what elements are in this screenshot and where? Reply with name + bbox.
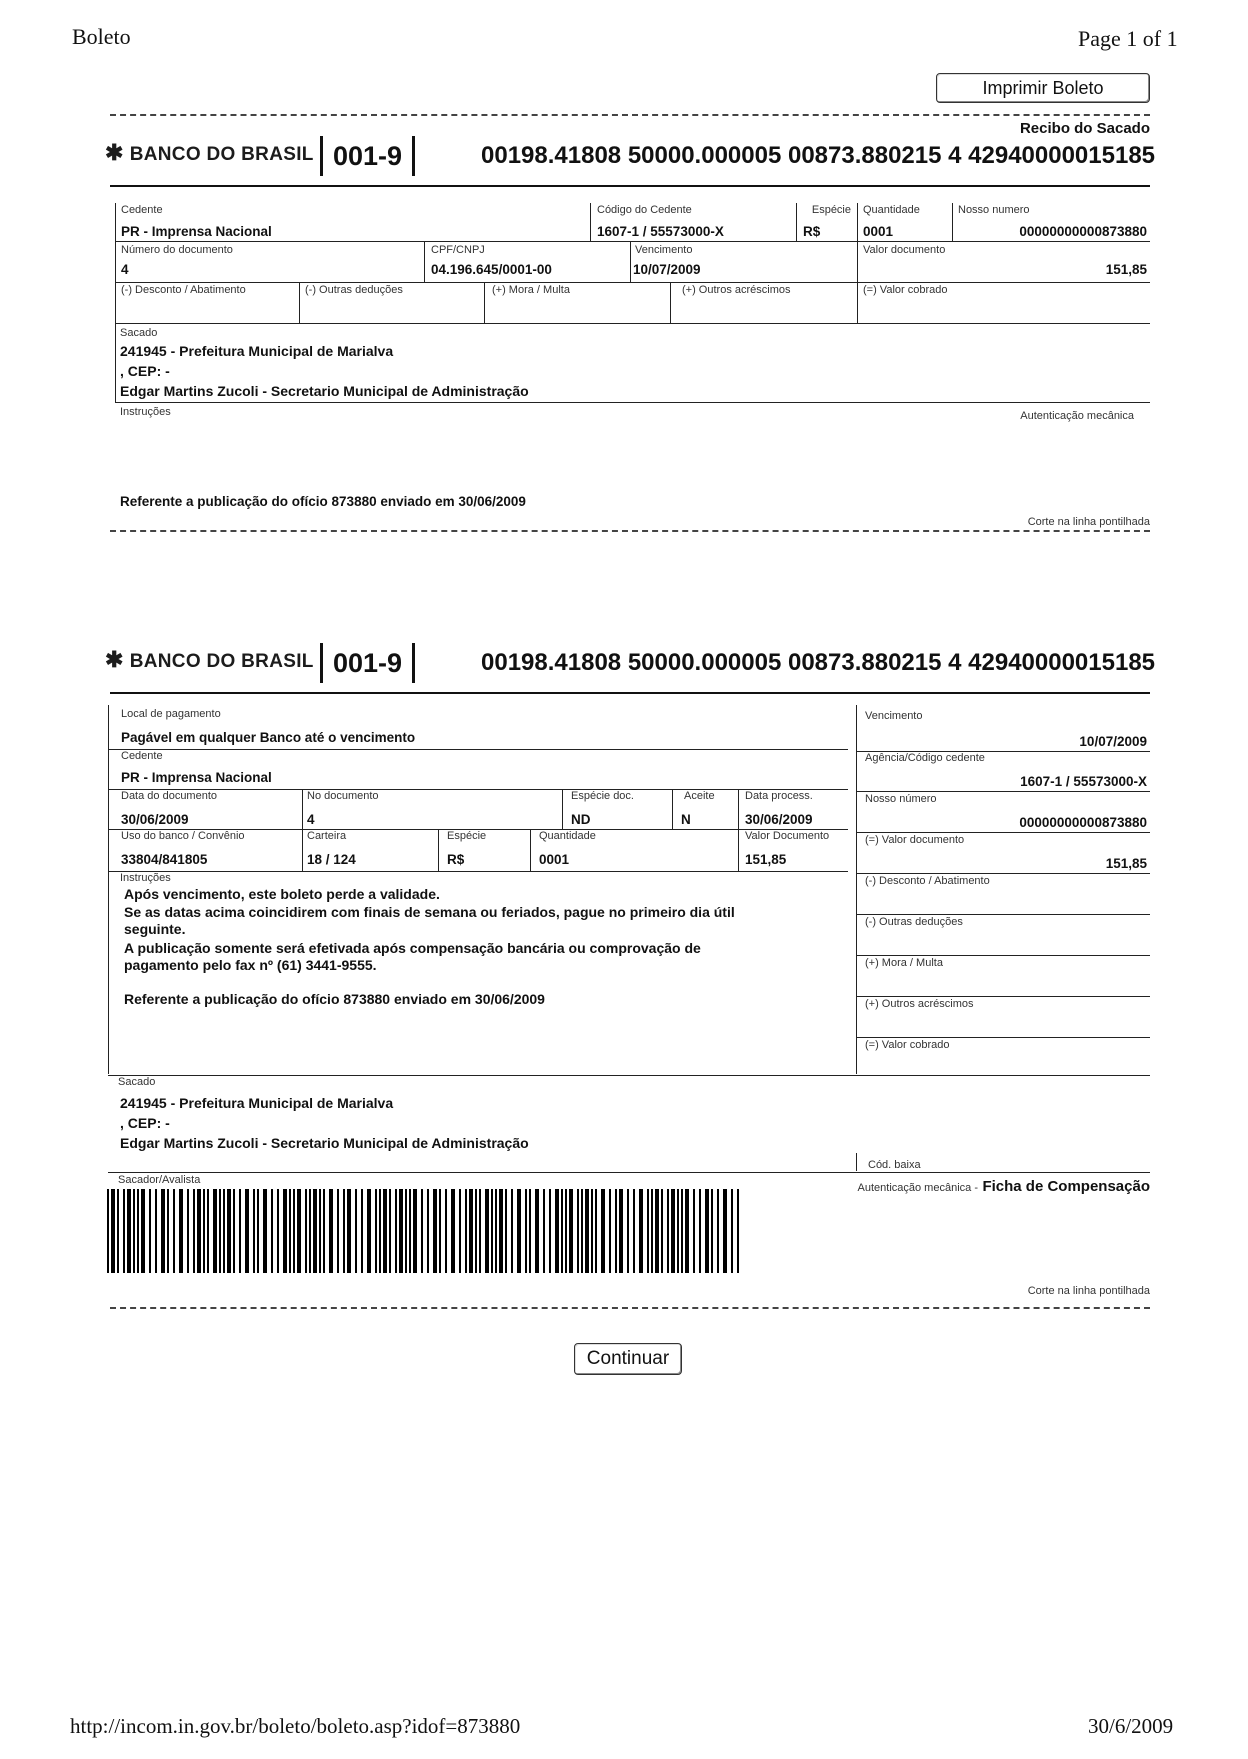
rule — [738, 789, 739, 871]
barcode-bar — [245, 1189, 249, 1273]
barcode-bar — [375, 1189, 377, 1273]
desconto-label: (-) Desconto / Abatimento — [865, 875, 990, 887]
nosso-numero-label: Nosso numero — [958, 204, 1030, 216]
recibo-autenticacao-label: Autenticação mecânica — [1020, 410, 1134, 422]
agencia-value: 1607-1 / 55573000-X — [1020, 774, 1147, 789]
outros-acrescimos-label: (+) Outros acréscimos — [682, 284, 791, 296]
barcode-bar — [313, 1189, 317, 1273]
barcode-bar — [161, 1189, 165, 1273]
valor-documento-label: (=) Valor documento — [865, 834, 965, 846]
outros-acrescimos-label: (+) Outros acréscimos — [865, 998, 974, 1010]
ficha-instrucoes-label: Instruções — [120, 872, 171, 884]
ficha-mora-cell — [862, 957, 1150, 993]
ficha-instr-1: Após vencimento, este boleto perde a validade. — [124, 886, 440, 902]
rule — [796, 203, 797, 241]
mora-label: (+) Mora / Multa — [492, 284, 570, 296]
barcode-bar — [271, 1189, 273, 1273]
barcode-bar — [289, 1189, 291, 1273]
ficha-valor-doc-cell — [742, 830, 842, 868]
ficha-valor-documento-cell — [862, 834, 1150, 872]
recibo-title: Recibo do Sacado — [1019, 120, 1150, 137]
barcode-bar — [203, 1189, 205, 1273]
rule — [630, 241, 631, 282]
barcode-bar — [383, 1189, 387, 1273]
recibo-sacado-line2: , CEP: - — [120, 363, 170, 379]
valor-documento-value: 151,85 — [1105, 262, 1147, 277]
barcode-bar — [227, 1189, 231, 1273]
barcode-bar — [569, 1189, 573, 1273]
barcode-bar — [529, 1189, 531, 1273]
barcode-bar — [681, 1189, 683, 1273]
carteira-label: Carteira — [307, 830, 347, 842]
ficha-compensacao-title: Ficha de Compensação — [982, 1178, 1150, 1195]
ficha-bank-header — [105, 643, 1155, 687]
barcode-bar — [717, 1189, 719, 1273]
barcode-bar — [479, 1189, 481, 1273]
barcode-bar — [361, 1189, 363, 1273]
rule — [857, 203, 858, 323]
ficha-outros-acrescimos-cell — [862, 998, 1150, 1034]
barcode-bar — [293, 1189, 295, 1273]
barcode-bar — [123, 1189, 125, 1273]
rule — [110, 692, 1150, 694]
barcode-bar — [399, 1189, 403, 1273]
barcode-bar — [581, 1189, 583, 1273]
recibo-cedente-cell — [118, 204, 584, 240]
barcode-bar — [107, 1189, 109, 1273]
rule — [424, 241, 425, 282]
bank-logo: ✱ BANCO DO BRASIL — [105, 647, 314, 672]
ficha-valor-cobrado-cell — [862, 1039, 1150, 1075]
nosso-numero-label: Nosso número — [865, 793, 937, 805]
barcode-bar — [677, 1189, 679, 1273]
recibo-desconto-cell — [118, 284, 298, 320]
barcode-bar — [297, 1189, 301, 1273]
quantidade-label: Quantidade — [539, 830, 596, 842]
recibo-vencimento-cell — [630, 244, 850, 278]
quantidade-value: 0001 — [863, 224, 894, 239]
ficha-compensacao-header — [858, 1178, 1150, 1196]
barcode-bar — [197, 1189, 201, 1273]
ficha-sacado-line1: 241945 - Prefeitura Municipal de Marialva — [120, 1095, 394, 1111]
ficha-carteira-cell — [304, 830, 434, 868]
ficha-vencimento-cell — [862, 710, 1150, 750]
barcode-bar — [595, 1189, 597, 1273]
recibo-corte-label: Corte na linha pontilhada — [1027, 516, 1150, 528]
barcode-bar — [525, 1189, 527, 1273]
ficha-local-pagamento-cell — [118, 708, 838, 746]
rule — [115, 282, 1150, 283]
outras-deducoes-label: (-) Outras deduções — [305, 284, 403, 296]
barcode-bar — [639, 1189, 643, 1273]
barcode-bar — [233, 1189, 235, 1273]
ficha-instr-6: Referente a publicação do ofício 873880 enviado em 30/06/2009 — [124, 991, 545, 1007]
rule — [856, 1037, 1150, 1038]
ficha-sacado-label: Sacado — [118, 1076, 156, 1088]
valor-doc-label: Valor Documento — [745, 830, 830, 842]
barcode-bar — [213, 1189, 217, 1273]
barcode-bar — [223, 1189, 225, 1273]
barcode-bar — [591, 1189, 593, 1273]
linha-digitavel: 00198.41808 50000.000005 00873.880215 4 42940000015185 — [481, 649, 1156, 676]
barcode-bar — [421, 1189, 423, 1273]
barcode-bar — [693, 1189, 695, 1273]
rule — [856, 996, 1150, 997]
barcode-bar — [475, 1189, 477, 1273]
barcode-bar — [615, 1189, 617, 1273]
vencimento-label: Vencimento — [635, 244, 693, 256]
barcode-bar — [187, 1189, 189, 1273]
barcode-bar — [219, 1189, 221, 1273]
especie-label: Espécie — [811, 204, 851, 216]
barcode-bar — [609, 1189, 611, 1273]
recibo-quantidade-cell — [860, 204, 952, 240]
cedente-label: Cedente — [121, 750, 163, 762]
print-boleto-button[interactable]: Imprimir Boleto — [936, 73, 1150, 103]
rule — [108, 1172, 1150, 1173]
barcode-bar — [207, 1189, 209, 1273]
rule — [108, 871, 848, 872]
recibo-referente: Referente a publicação do ofício 873880 enviado em 30/06/2009 — [120, 494, 526, 509]
no-documento-value: 4 — [307, 812, 315, 827]
recibo-outros-acrescimos-cell — [676, 284, 856, 320]
barcode-bar — [405, 1189, 407, 1273]
carteira-value: 18 / 124 — [307, 852, 356, 867]
rule — [952, 203, 953, 241]
rule — [438, 829, 439, 871]
recibo-valor-documento-cell — [860, 244, 1150, 278]
ficha-cod-baixa-label: Cód. baixa — [868, 1159, 921, 1171]
uso-banco-label: Uso do banco / Convênio — [121, 830, 245, 842]
barcode-bar — [343, 1189, 345, 1273]
ficha-instr-3: seguinte. — [124, 921, 186, 937]
cpf-label: CPF/CNPJ — [431, 244, 485, 256]
barcode-bar — [173, 1189, 175, 1273]
rule — [115, 203, 116, 403]
barcode-bar — [469, 1189, 473, 1273]
recibo-nosso-numero-cell — [952, 204, 1150, 240]
recibo-bank-header — [105, 136, 1155, 180]
barcode-bar — [627, 1189, 629, 1273]
barcode-bar — [517, 1189, 521, 1273]
continuar-button[interactable]: Continuar — [574, 1343, 682, 1375]
ficha-data-documento-cell — [118, 790, 298, 828]
bank-symbol-icon: ✱ — [105, 647, 124, 672]
barcode-bar — [711, 1189, 713, 1273]
ficha-cut-line — [110, 1307, 1150, 1309]
ficha-aceite-cell — [678, 790, 734, 828]
ficha-desconto-cell — [862, 875, 1150, 911]
rule — [115, 241, 1150, 242]
rule — [115, 323, 1150, 324]
rule — [856, 751, 1150, 752]
barcode-bar — [253, 1189, 255, 1273]
barcode-bar — [167, 1189, 169, 1273]
ficha-sacador-label: Sacador/Avalista — [118, 1174, 201, 1186]
local-pagamento-label: Local de pagamento — [121, 708, 221, 720]
ficha-quantidade-cell — [536, 830, 726, 868]
recibo-cut-line — [110, 530, 1150, 532]
bank-logo: ✱ BANCO DO BRASIL — [105, 140, 314, 165]
vencimento-value: 10/07/2009 — [1079, 734, 1147, 749]
recibo-sacado-line1: 241945 - Prefeitura Municipal de Marialva — [120, 343, 394, 359]
rule — [670, 282, 671, 323]
ficha-sacado-line2: , CEP: - — [120, 1115, 170, 1131]
ficha-nosso-numero-cell — [862, 793, 1150, 831]
barcode-bar — [543, 1189, 545, 1273]
rule — [856, 1153, 857, 1171]
agencia-label: Agência/Código cedente — [865, 752, 985, 764]
barcode-bar — [309, 1189, 311, 1273]
cedente-value: PR - Imprensa Nacional — [121, 770, 272, 785]
ficha-instr-4: A publicação somente será efetivada após compensação bancária ou comprovação de — [124, 940, 701, 956]
rule — [302, 789, 303, 871]
barcode-bar — [439, 1189, 441, 1273]
top-dashed-divider — [110, 114, 1150, 116]
barcode-bar — [337, 1189, 339, 1273]
barcode-bar — [141, 1189, 145, 1273]
data-documento-value: 30/06/2009 — [121, 812, 189, 827]
data-process-value: 30/06/2009 — [745, 812, 813, 827]
barcode-bar — [619, 1189, 623, 1273]
barcode-bar — [395, 1189, 397, 1273]
nosso-numero-value: 00000000000873880 — [1019, 815, 1147, 830]
barcode-bar — [671, 1189, 675, 1273]
rule — [856, 705, 857, 1074]
barcode-bar — [495, 1189, 497, 1273]
barcode-bar — [413, 1189, 417, 1273]
valor-doc-value: 151,85 — [745, 852, 787, 867]
ficha-cedente-cell — [118, 750, 838, 786]
recibo-instrucoes-label: Instruções — [120, 406, 171, 418]
numero-documento-label: Número do documento — [121, 244, 233, 256]
barcode-bar — [565, 1189, 567, 1273]
barcode-bar — [257, 1189, 259, 1273]
barcode-bar — [133, 1189, 135, 1273]
ficha-corte-label: Corte na linha pontilhada — [1027, 1285, 1150, 1297]
bank-code: 001-9 — [320, 643, 415, 683]
data-documento-label: Data do documento — [121, 790, 218, 802]
rule — [299, 282, 300, 323]
cedente-label: Cedente — [121, 204, 163, 216]
barcode-bar — [117, 1189, 119, 1273]
uso-banco-value: 33804/841805 — [121, 852, 208, 867]
valor-documento-label: Valor documento — [863, 244, 946, 256]
recibo-mora-cell — [490, 284, 670, 320]
barcode-bar — [329, 1189, 333, 1273]
data-process-label: Data process. — [745, 790, 813, 802]
numero-documento-value: 4 — [121, 262, 129, 277]
recibo-sacado-label: Sacado — [120, 327, 158, 339]
ficha-data-process-cell — [742, 790, 842, 828]
rule — [672, 789, 673, 829]
ficha-sacado-line3: Edgar Martins Zucoli - Secretario Municipal de Administração — [120, 1135, 529, 1151]
recibo-numero-documento-cell — [118, 244, 418, 278]
rule — [110, 185, 1150, 187]
barcode-bar — [667, 1189, 669, 1273]
barcode-bar — [389, 1189, 391, 1273]
barcode-bar — [305, 1189, 307, 1273]
rule — [590, 203, 591, 241]
barcode-bar — [459, 1189, 461, 1273]
barcode-bar — [445, 1189, 447, 1273]
barcode-bar — [685, 1189, 689, 1273]
valor-documento-value: 151,85 — [1105, 856, 1147, 871]
page-title: Boleto — [72, 24, 131, 49]
rule — [856, 955, 1150, 956]
outras-deducoes-label: (-) Outras deduções — [865, 916, 963, 928]
barcode-bar — [465, 1189, 467, 1273]
especie-doc-label: Espécie doc. — [571, 790, 634, 802]
no-documento-label: No documento — [307, 790, 379, 802]
quantidade-label: Quantidade — [863, 204, 920, 216]
barcode-bar — [127, 1189, 131, 1273]
ficha-agencia-cell — [862, 752, 1150, 790]
rule — [484, 282, 485, 323]
barcode-bar — [585, 1189, 589, 1273]
ficha-uso-banco-cell — [118, 830, 298, 868]
desconto-label: (-) Desconto / Abatimento — [121, 284, 246, 296]
barcode-bar — [193, 1189, 195, 1273]
barcode-bar — [601, 1189, 605, 1273]
especie-value: R$ — [447, 852, 465, 867]
barcode-bar — [699, 1189, 701, 1273]
codigo-cedente-value: 1607-1 / 55573000-X — [597, 224, 724, 239]
rule — [562, 789, 563, 829]
barcode-bar — [451, 1189, 455, 1273]
recibo-outras-deducoes-cell — [302, 284, 482, 320]
bank-symbol-icon: ✱ — [105, 140, 124, 165]
vencimento-label: Vencimento — [865, 710, 923, 722]
footer-date: 30/6/2009 — [1088, 1714, 1174, 1738]
barcode-bar — [731, 1189, 733, 1273]
cedente-value: PR - Imprensa Nacional — [121, 224, 272, 239]
vencimento-value: 10/07/2009 — [633, 262, 701, 277]
barcode-bar — [651, 1189, 653, 1273]
rule — [530, 829, 531, 871]
barcode-bar — [655, 1189, 659, 1273]
barcode-bar — [491, 1189, 493, 1273]
barcode-bar — [633, 1189, 635, 1273]
codigo-cedente-label: Código do Cedente — [597, 204, 692, 216]
barcode-bar — [367, 1189, 371, 1273]
ficha-no-documento-cell — [304, 790, 554, 828]
local-pagamento-value: Pagável em qualquer Banco até o vencimento — [121, 730, 416, 745]
recibo-cpf-cell — [428, 244, 628, 278]
barcode-bar — [723, 1189, 727, 1273]
barcode-bar — [263, 1189, 267, 1273]
barcode-bar — [137, 1189, 139, 1273]
barcode-bar — [511, 1189, 513, 1273]
barcode-bar — [409, 1189, 411, 1273]
rule — [108, 1075, 1150, 1076]
barcode-bar — [149, 1189, 151, 1273]
ficha-especie-cell — [444, 830, 524, 868]
mora-label: (+) Mora / Multa — [865, 957, 943, 969]
barcode-bar — [705, 1189, 709, 1273]
barcode-bar — [647, 1189, 649, 1273]
barcode-bar — [427, 1189, 429, 1273]
rule — [108, 705, 109, 1074]
barcode-bar — [549, 1189, 551, 1273]
barcode-bar — [499, 1189, 503, 1273]
barcode-bar — [277, 1189, 279, 1273]
barcode-bar — [319, 1189, 321, 1273]
recibo-sacado-line3: Edgar Martins Zucoli - Secretario Municipal de Administração — [120, 383, 529, 399]
quantidade-value: 0001 — [539, 852, 570, 867]
barcode-bar — [323, 1189, 325, 1273]
ficha-autenticacao-label: Autenticação mecânica - — [857, 1182, 978, 1194]
especie-value: R$ — [803, 224, 821, 239]
barcode-bar — [155, 1189, 157, 1273]
rule — [856, 914, 1150, 915]
rule — [115, 402, 1150, 403]
barcode-bar — [283, 1189, 287, 1273]
rule — [856, 873, 1150, 874]
ficha-outras-deducoes-cell — [862, 916, 1150, 952]
barcode-bar — [737, 1189, 739, 1273]
barcode-bar — [111, 1189, 115, 1273]
valor-cobrado-label: (=) Valor cobrado — [863, 284, 948, 296]
barcode — [107, 1189, 742, 1273]
barcode-bar — [239, 1189, 241, 1273]
barcode-bar — [179, 1189, 183, 1273]
barcode-bar — [561, 1189, 563, 1273]
cpf-value: 04.196.645/0001-00 — [431, 262, 552, 277]
rule — [856, 791, 1150, 792]
recibo-especie-cell — [800, 204, 854, 240]
barcode-bar — [505, 1189, 507, 1273]
recibo-valor-cobrado-cell — [860, 284, 1150, 320]
barcode-bar — [485, 1189, 489, 1273]
aceite-label: Aceite — [684, 790, 715, 802]
valor-cobrado-label: (=) Valor cobrado — [865, 1039, 950, 1051]
aceite-value: N — [681, 812, 691, 827]
footer-url: http://incom.in.gov.br/boleto/boleto.asp?idof=873880 — [70, 1714, 521, 1738]
ficha-instr-2: Se as datas acima coincidirem com finais de semana ou feriados, pague no primeiro dia útil — [124, 904, 735, 920]
barcode-bar — [661, 1189, 663, 1273]
bank-code: 001-9 — [320, 136, 415, 176]
barcode-bar — [347, 1189, 351, 1273]
page-count: Page 1 of 1 — [1078, 26, 1178, 51]
recibo-codigo-cedente-cell — [594, 204, 790, 240]
linha-digitavel: 00198.41808 50000.000005 00873.880215 4 42940000015185 — [481, 142, 1156, 169]
ficha-instr-5: pagamento pelo fax nº (61) 3441-9555. — [124, 957, 377, 973]
especie-label: Espécie — [447, 830, 487, 842]
barcode-bar — [577, 1189, 579, 1273]
barcode-bar — [355, 1189, 357, 1273]
barcode-bar — [379, 1189, 381, 1273]
barcode-bar — [433, 1189, 437, 1273]
ficha-especie-doc-cell — [568, 790, 668, 828]
especie-doc-value: ND — [571, 812, 591, 827]
barcode-bar — [555, 1189, 559, 1273]
barcode-bar — [535, 1189, 539, 1273]
rule — [856, 832, 1150, 833]
nosso-numero-value: 00000000000873880 — [1019, 224, 1147, 239]
